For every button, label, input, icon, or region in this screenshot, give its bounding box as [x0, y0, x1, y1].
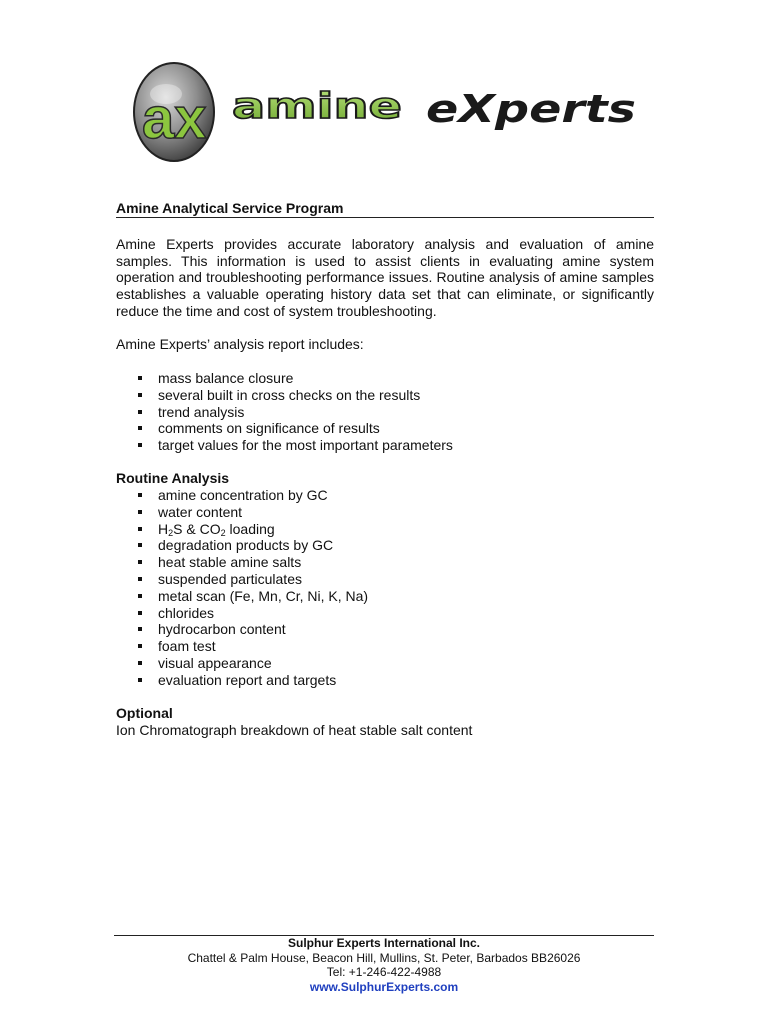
- amine-experts-logo: [128, 58, 648, 166]
- routine-analysis-heading: Routine Analysis: [116, 470, 230, 486]
- experts-wordmark: [426, 87, 636, 131]
- list-item: evaluation report and targets: [116, 672, 368, 689]
- list-item-h2s-co2-loading: [116, 521, 368, 538]
- optional-text: Ion Chromatograph breakdown of heat stable salt content: [116, 722, 473, 738]
- list-item: water content: [116, 504, 368, 521]
- list-item: trend analysis: [116, 404, 453, 421]
- list-item: mass balance closure: [116, 370, 453, 387]
- h-subscript: 2: [168, 527, 174, 538]
- footer: [114, 936, 654, 994]
- list-item: metal scan (Fe, Mn, Cr, Ni, K, Na): [116, 588, 368, 605]
- list-item: foam test: [116, 638, 368, 655]
- list-item: several built in cross checks on the results: [116, 387, 453, 404]
- list-item: heat stable amine salts: [116, 554, 368, 571]
- report-intro: Amine Experts’ analysis report includes:: [116, 336, 364, 352]
- list-item: degradation products by GC: [116, 537, 368, 554]
- footer-address: Chattel & Palm House, Beacon Hill, Mullins, St. Peter, Barbados BB26026: [187, 950, 581, 965]
- ax-mark-icon: [134, 63, 214, 161]
- intro-paragraph: Amine Experts provides accurate laboratory analysis and evaluation of amine samples. This information is used to assist clients in evaluating amine system operation and troubleshooting performance issues. Routine analysis of amine samples establishes a valuable operating history data set that can eliminate, or significantly reduce the time and cost of system troubleshooting.: [116, 236, 654, 319]
- h: H: [158, 520, 169, 537]
- list-item: chlorides: [116, 605, 368, 622]
- co-subscript: 2: [220, 527, 226, 538]
- logo-mark-a: ax: [142, 86, 207, 151]
- section-title: Amine Analytical Service Program: [116, 200, 654, 218]
- logo-word-experts: eXperts: [426, 87, 636, 131]
- amine-wordmark: [232, 86, 402, 127]
- routine-analysis-list: [116, 487, 368, 689]
- optional-heading: Optional: [116, 705, 173, 721]
- list-item: visual appearance: [116, 655, 368, 672]
- footer-tel: Tel: +1-246-422-4988: [326, 965, 442, 979]
- logo-word-amine: amine: [232, 86, 402, 127]
- list-item: target values for the most important parameters: [116, 437, 453, 454]
- footer-company: Sulphur Experts International Inc.: [287, 936, 481, 950]
- list-item: hydrocarbon content: [116, 621, 368, 638]
- list-item: comments on significance of results: [116, 420, 453, 437]
- footer-website-link[interactable]: www.SulphurExperts.com: [309, 979, 459, 994]
- s-and-co: S & CO: [173, 520, 221, 537]
- list-item: suspended particulates: [116, 571, 368, 588]
- report-items-list: [116, 370, 453, 454]
- loading-text: loading: [225, 520, 275, 537]
- list-item: amine concentration by GC: [116, 487, 368, 504]
